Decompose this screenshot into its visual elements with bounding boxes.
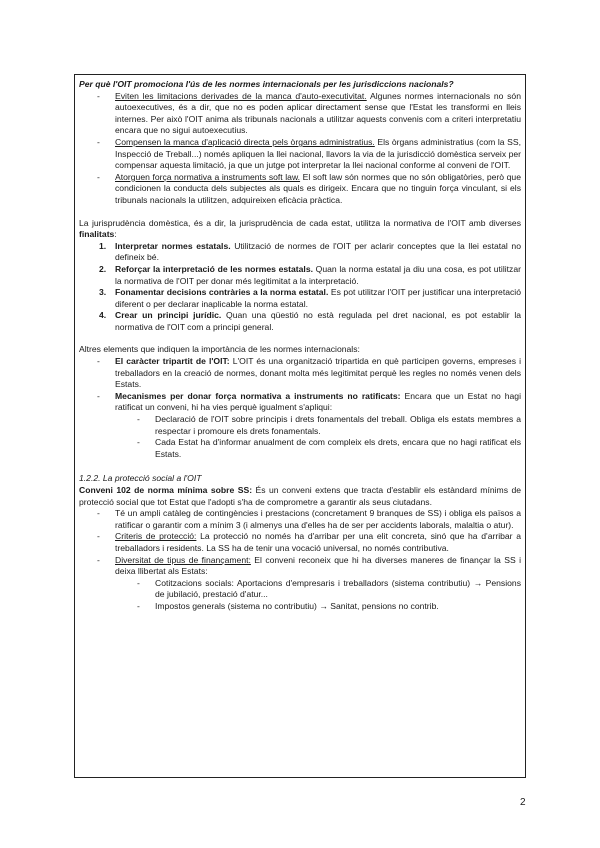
item-text: Quan la norma estatal ja diu una cosa, es pot utilitzar la normativa de l'OIT per donar més legitimitat a la interpretació. — [115, 263, 521, 286]
other-intro: Altres elements que indiquen la importància de les normes internacionals: — [79, 344, 360, 355]
item-number: 3. — [99, 287, 107, 298]
list-item — [79, 287, 521, 310]
item-text: Utilització de normes de l'OIT per aclarir conceptes que la llei estatal no defineix bé. — [115, 240, 521, 263]
list-item — [79, 391, 521, 414]
item-lead: Atorguen força normativa a instruments soft law. — [115, 171, 301, 182]
item-text: Es pot utilitzar l'OIT per justificar una interpretació diferent o per declarar inaplicable la norma estatal. — [115, 287, 521, 309]
item-lead: Mecanismes per donar força normativa a instruments no ratificats: — [115, 390, 401, 401]
section-title: 1.2.2. La protecció social a l'OIT — [79, 473, 202, 484]
sub-item: - Cada Estat ha d'informar anualment de com compleix els drets, encara que no hagi ratificat els Estats. — [79, 437, 521, 460]
item-lead: Fonamentar decisions contràries a la norma estatal. — [115, 287, 329, 298]
list-item — [79, 531, 521, 554]
list-item — [79, 310, 521, 333]
reasons-list — [79, 91, 521, 207]
purposes-intro — [79, 218, 521, 241]
item-number: 2. — [99, 263, 107, 274]
intro-text: La jurisprudència domèstica, és a dir, la jurisprudència de cada estat, utilitza la normativa de l'OIT amb diverses — [79, 217, 521, 228]
page-number: 2 — [520, 797, 526, 808]
item-lead: Reforçar la interpretació de les normes estatals. — [115, 263, 313, 274]
item-text: Els òrgans administratius (com la SS, Inspecció de Treball...) només apliquen la llei nacional, llavors la via de la jurisdicció domèstica serveix per compensar aquesta limitació, ja que un jutge pot interpretar la llei nacional conforme al conveni de l'OIT. — [115, 136, 521, 171]
item-text: El conveni reconeix que hi ha diverses maneres de finançar la SS i deixa llibertat als Estats: — [115, 554, 522, 577]
list-item — [79, 264, 521, 287]
list-item — [79, 356, 521, 391]
item-lead: Interpretar normes estatals. — [115, 240, 231, 251]
list-item — [79, 241, 521, 264]
intro-bold: finalitats — [79, 229, 115, 240]
sub-item: - Cotitzacions socials: Aportacions d'empresaris i treballadors (sistema contributiu) → Pensions de jubilació, prestació d'atur... — [79, 578, 521, 601]
convention-lead: Conveni 102 de norma mínima sobre SS: — [79, 485, 253, 495]
sub-item: - Declaració de l'OIT sobre principis i drets fonamentals del treball. Obliga els estats membres a respectar i promoure els drets fonamentals. — [79, 414, 521, 437]
list-item — [79, 137, 521, 172]
item-text: Algunes normes internacionals no són autoexecutives, és a dir, que no es poden aplicar directament sense que l'Estat les transformi en lleis internes. Per això l'OIT anima als tribunals nacionals a utilitzar aquests convenis com a criteri interpretatiu encara que no sigui autoexecutius. — [115, 90, 521, 136]
list-item — [79, 172, 521, 207]
list-item — [79, 508, 521, 531]
list-item — [79, 555, 521, 578]
item-text: Encara que un Estat no hagi ratificat un conveni, hi ha vies perquè igualment s'apliqui: — [115, 390, 521, 413]
item-text: L'OIT és una organització tripartida en què participen governs, empreses i treballadors en la creació de normes, donant molta més legitimitat perquè les regles no només venen dels Estats. — [115, 356, 521, 390]
convention-text: És un conveni extens que tracta d'establir els estàndard mínims de protecció social que tot Estat que l'adopti s'ha de comprometre a garantir als seus ciutadans. — [79, 485, 522, 507]
other-sublist — [79, 414, 521, 460]
item-text: El soft law són normes que no són obligatòries, però que condicionen la conducta dels subjectes als quals es dirigeix. Encara que no tinguin força vinculant, si els tribunals nacionals la utilitzen, adquireixen eficàcia pràctica. — [115, 171, 521, 205]
item-text: Quan una qüestió no està regulada pel dret nacional, es pot establir la normativa de l'OIT com a principi general. — [115, 310, 522, 332]
content-frame — [74, 74, 526, 778]
question-heading: Per què l'OIT promociona l'ús de les normes internacionals per les jurisdiccions nacionals? — [79, 79, 454, 89]
list-item — [79, 91, 521, 137]
funding-sublist — [79, 578, 521, 613]
other-list — [79, 356, 521, 414]
convention-paragraph — [79, 485, 521, 508]
item-lead: Compensen la manca d'aplicació directa pels òrgans administratius. — [115, 136, 375, 147]
intro-end: : — [114, 229, 117, 240]
sub-item: - Impostos generals (sistema no contributiu) → Sanitat, pensions no contrib. — [79, 601, 521, 613]
item-lead: Crear un principi jurídic. — [115, 310, 222, 321]
purposes-list — [79, 241, 521, 334]
item-text: Té un ampli catàleg de contingències i prestacions (concretament 9 branques de SS) i obliga els països a ratificar o garantir com a mínim 3 (i almenys una d'elles ha de ser per accidents laborals, malaltia o atur). — [115, 508, 521, 530]
item-lead: Criteris de protecció: — [115, 531, 197, 542]
item-lead: Eviten les limitacions derivades de la manca d'auto-executivitat. — [115, 90, 367, 101]
item-lead: Diversitat de tipus de finançament: — [115, 554, 251, 565]
item-lead: El caràcter tripartit de l'OIT: — [115, 356, 230, 367]
convention-list — [79, 508, 521, 578]
item-text: La protecció no només ha d'arribar per una elit concreta, sinó que ha d'arribar a treballadors i residents. La SS ha de tenir una vocació universal, no només contributiva. — [115, 531, 521, 553]
item-number: 4. — [99, 310, 107, 321]
item-number: 1. — [99, 240, 107, 251]
